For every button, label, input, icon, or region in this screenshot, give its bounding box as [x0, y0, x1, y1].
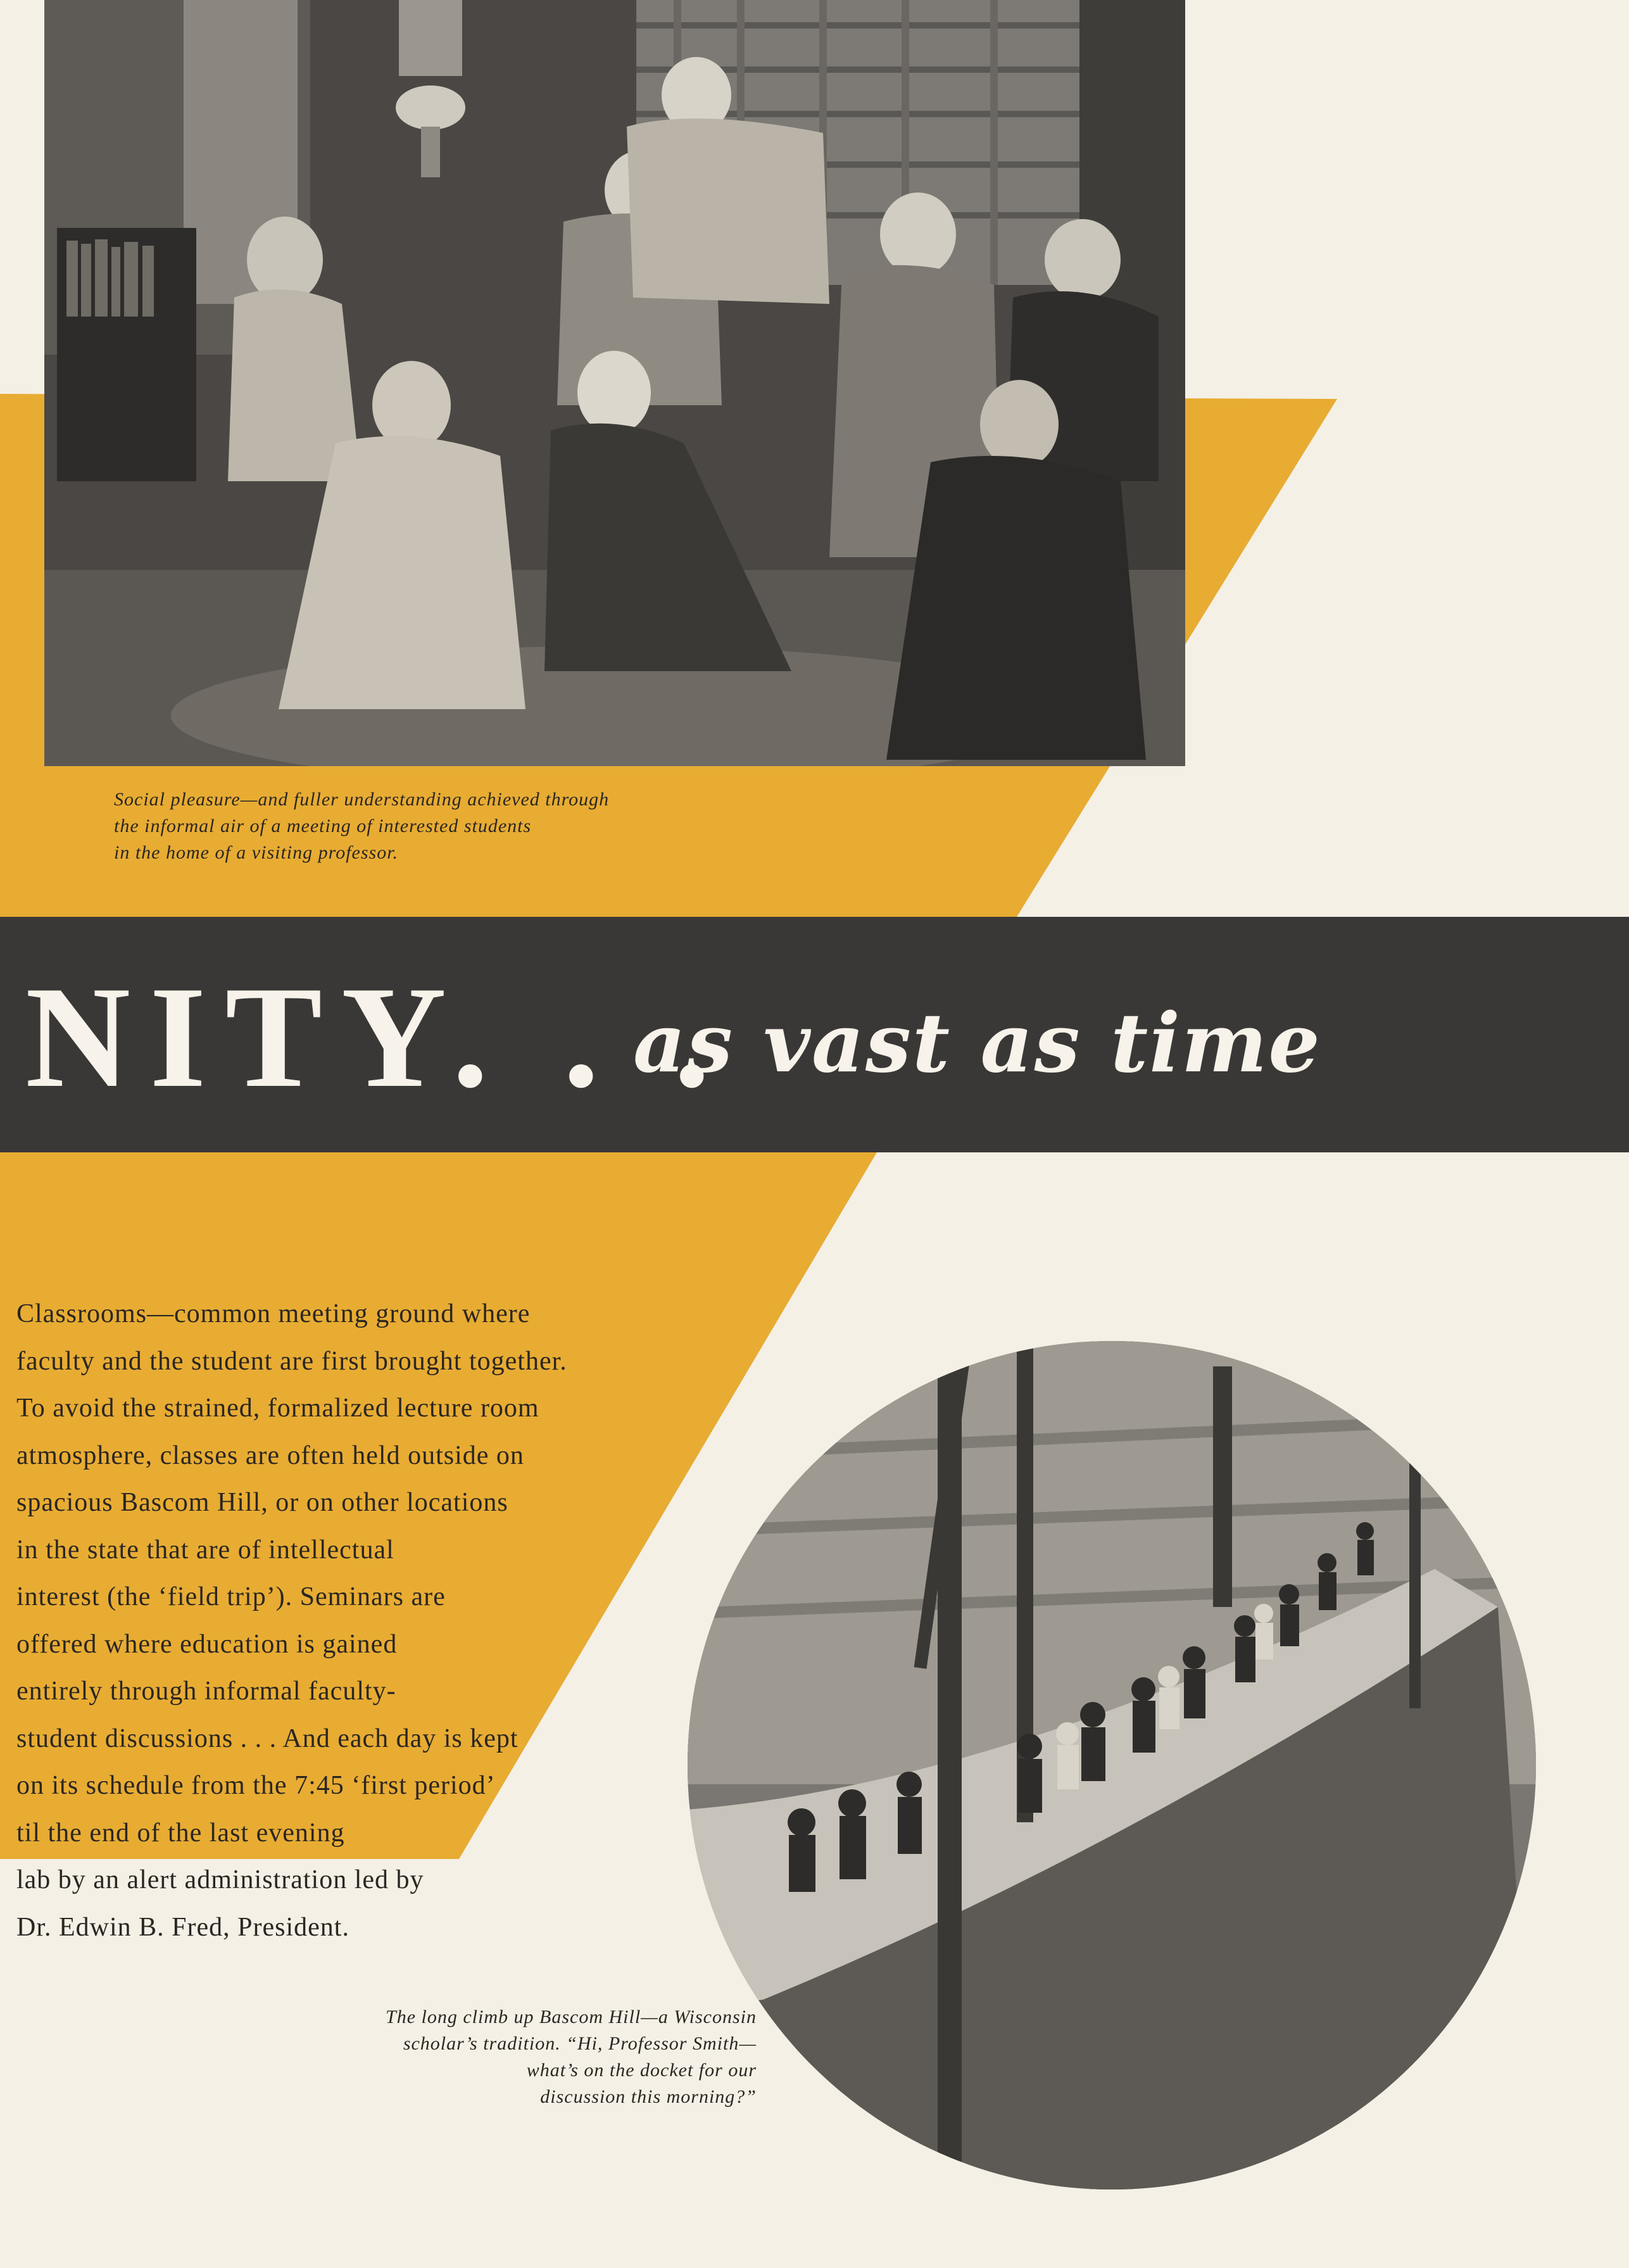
circle-photo [688, 1341, 1536, 2189]
headline-subtitle: as vast as time [633, 996, 1321, 1091]
body-line: student discussions . . . And each day is kept [16, 1723, 519, 1753]
top-photo-caption [114, 786, 810, 866]
caption-line: The long climb up Bascom Hill—a Wisconsin [386, 2007, 757, 2027]
body-line: To avoid the strained, formalized lecture room [16, 1394, 539, 1423]
body-paragraph [16, 1290, 738, 1951]
body-line: on its schedule from the 7:45 ‘first period’ [16, 1771, 496, 1800]
headline-title: NITY. . . [25, 956, 729, 1118]
body-line: atmosphere, classes are often held outside on [16, 1440, 524, 1470]
circle-photo-caption [241, 2004, 757, 2110]
body-line: interest (the ‘field trip’). Seminars are [16, 1582, 446, 1611]
caption-line: the informal air of a meeting of interested students [114, 816, 532, 836]
body-line: faculty and the student are first brought together. [16, 1346, 567, 1376]
caption-line: scholar’s tradition. “Hi, Professor Smith— [403, 2033, 757, 2054]
caption-line: what’s on the docket for our [526, 2060, 757, 2081]
caption-line: discussion this morning?” [540, 2086, 757, 2107]
caption-line: Social pleasure—and fuller understanding achieved through [114, 789, 610, 810]
body-line: spacious Bascom Hill, or on other locations [16, 1488, 508, 1517]
caption-line: in the home of a visiting professor. [114, 842, 399, 863]
body-line: entirely through informal faculty- [16, 1677, 396, 1706]
body-line: lab by an alert administration led by [16, 1865, 424, 1894]
body-line: offered where education is gained [16, 1629, 398, 1659]
body-line: Dr. Edwin B. Fred, President. [16, 1912, 349, 1942]
top-photo [44, 0, 1185, 766]
body-line: in the state that are of intellectual [16, 1535, 394, 1565]
body-line: Classrooms—common meeting ground where [16, 1299, 531, 1328]
body-line: til the end of the last evening [16, 1818, 345, 1848]
